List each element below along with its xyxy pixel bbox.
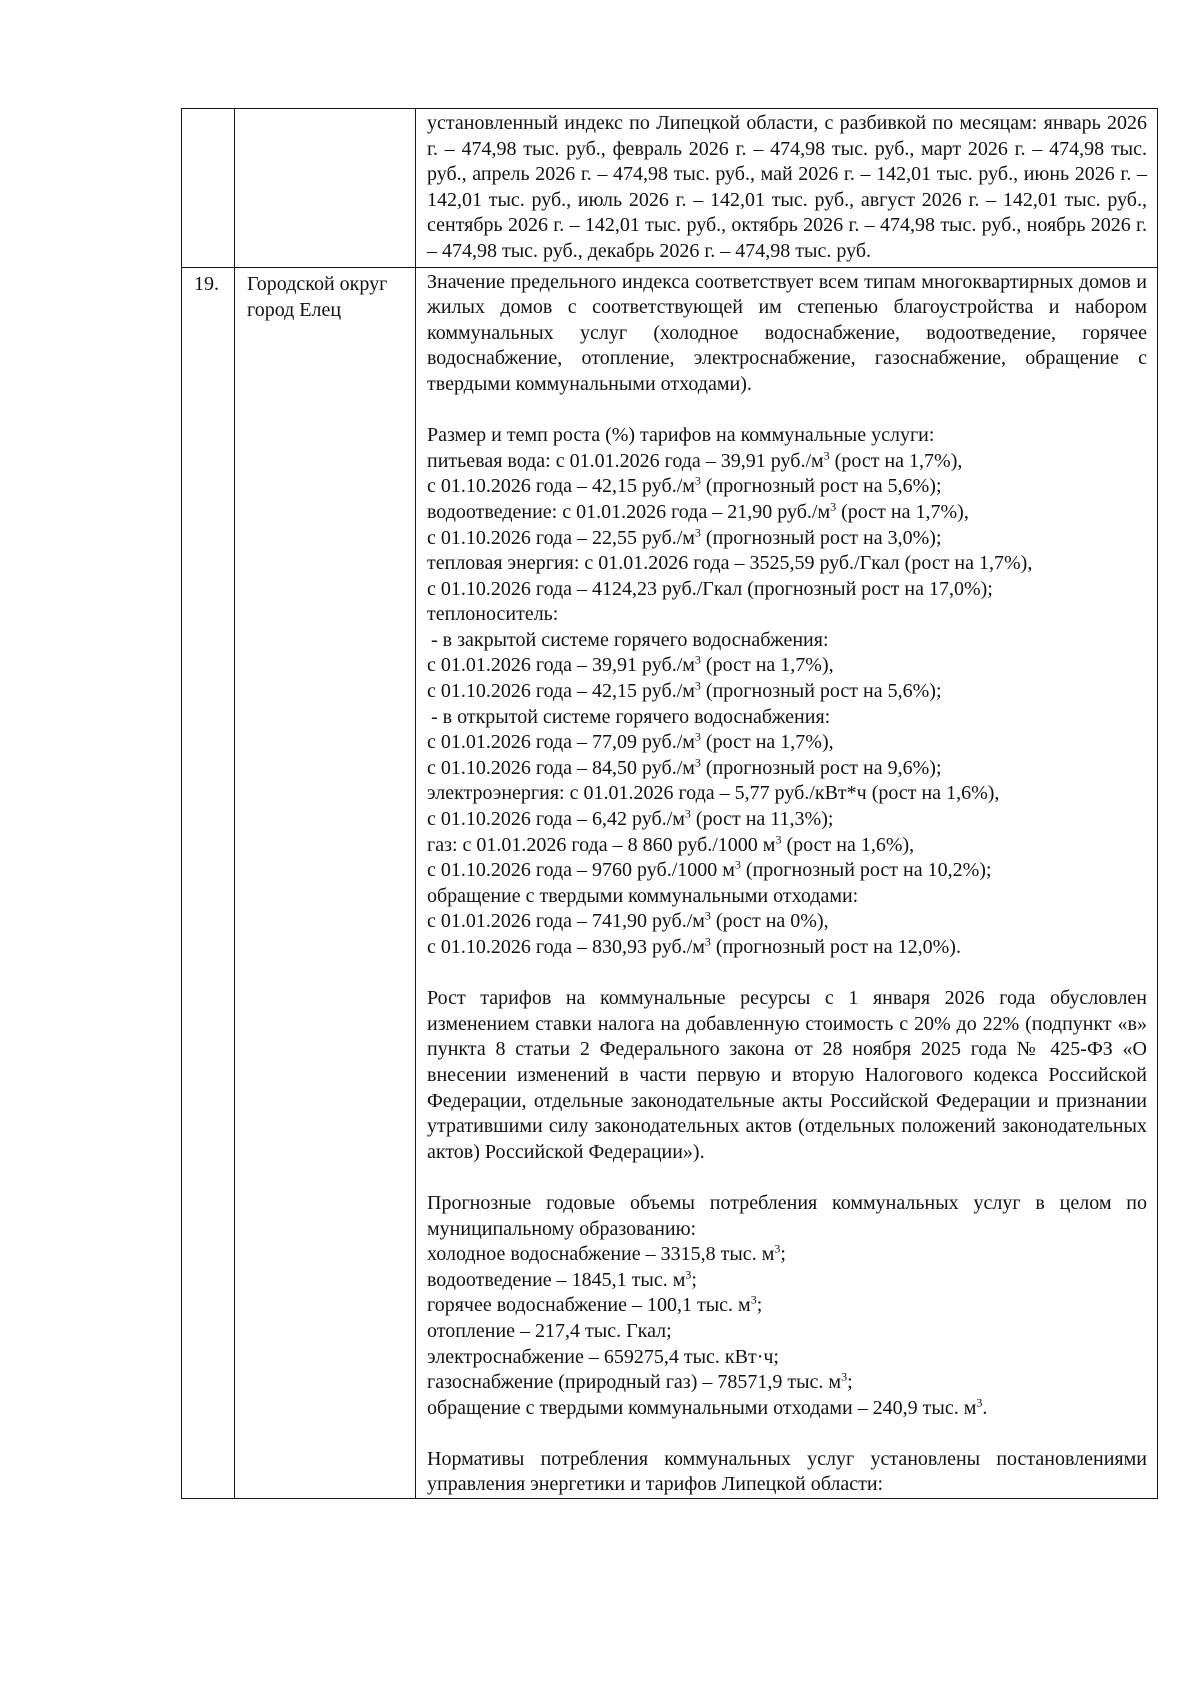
tariff-line: с 01.10.2026 года – 42,15 $руб./м^3$ (прогнозный рост на 5,6%);	[427, 678, 942, 703]
tariff-table	[181, 108, 1158, 1499]
vat-paragraph: Рост тарифов на коммунальные ресурсы с 1 января 2026 года обусловлен изменением ставки налога на добавленную стоимость с 20% до 22% (подпункт «в» пункта 8 статьи 2 Федерального закона от 28 ноября 2025 года № 425-ФЗ «О внесении изменений в части первую и вторую Налогового кодекса Российской Федерации, отдельные законодательные акты Российской Федерации и признании утратившими силу законодательных актов (отдельных положений законодательных актов) Российской Федерации»).	[427, 987, 1147, 1163]
tariff-line: - в открытой системе горячего водоснабжения:	[431, 705, 831, 728]
volume-line: газоснабжение (природный газ) – 78571,9 тыс. $м^3$;	[427, 1369, 853, 1394]
tariff-lines	[427, 449, 1147, 961]
row-number-cell: 19.	[182, 267, 235, 1499]
tariff-line: водоотведение: с 01.01.2026 года – 21,90 $руб./м^3$ (рост на 1,7%),	[427, 499, 969, 523]
monthly-index-paragraph: установленный индекс по Липецкой области, с разбивкой по месяцам: январь 2026 г. – 474,98 тыс. руб., февраль 2026 г. – 474,98 тыс. руб., март 2026 г. – 474,98 тыс. руб., апрель 2026 г. – 474,98 тыс. руб., май 2026 г. – 142,01 тыс. руб., июнь 2026 г. – 142,01 тыс. руб., июль 2026 г. – 142,01 тыс. руб., август 2026 г. – 142,01 тыс. руб., сентябрь 2026 г. – 142,01 тыс. руб., октябрь 2026 г. – 474,98 тыс. руб., ноябрь 2026 г. – 474,98 тыс. руб., декабрь 2026 г. – 474,98 тыс. руб.	[427, 112, 1147, 262]
tariff-line: с 01.10.2026 года – 22,55 $руб./м^3$ (прогнозный рост на 3,0%);	[427, 524, 942, 549]
volume-line: водоотведение – 1845,1 тыс. $м^3$;	[427, 1267, 697, 1291]
description-cell	[416, 267, 1158, 1499]
volume-line: горячее водоснабжение – 100,1 тыс. $м^3$;	[427, 1292, 763, 1317]
tariffs-heading: Размер и темп роста (%) тарифов на коммунальные услуги:	[427, 424, 935, 447]
index-paragraph: Значение предельного индекса соответствует всем типам многоквартирных домов и жилых домов с соответствующей им степенью благоустройства и набором коммунальных услуг (холодное водоснабжение, водоотведение, горячее водоснабжение, отопление, электроснабжение, газоснабжение, обращение с твердыми коммунальными отходами).	[427, 270, 1147, 395]
tariff-line: питьевая вода: с 01.01.2026 года – 39,91 $руб./м^3$ (рост на 1,7%),	[427, 448, 963, 472]
municipality-name-line1: Городской округ	[247, 272, 388, 295]
volume-line: отопление – 217,4 тыс. Гкал;	[427, 1319, 672, 1342]
tariff-line: газ: с 01.01.2026 года – 8 860 руб./1000 $м^3$ (рост на 1,6%),	[427, 831, 915, 856]
tariff-line: с 01.01.2026 года – 741,90 $руб./м^3$ (рост на 0%),	[427, 908, 829, 933]
tariff-line: с 01.10.2026 года – 42,15 $руб./м^3$ (прогнозный рост на 5,6%);	[427, 473, 942, 498]
municipality-cell	[235, 109, 416, 268]
volume-lines	[427, 1242, 1147, 1421]
description-cell	[416, 109, 1158, 268]
tariff-line: с 01.10.2026 года – 9760 руб./1000 $м^3$ (прогнозный рост на 10,2%);	[427, 857, 992, 882]
tariff-line: с 01.01.2026 года – 77,09 $руб./м^3$ (рост на 1,7%),	[427, 729, 834, 754]
municipality-cell	[235, 267, 416, 1499]
tariff-line: - в закрытой системе горячего водоснабжения:	[431, 628, 829, 651]
tariff-line: электроэнергия: с 01.01.2026 года – 5,77 руб./кВт*ч (рост на 1,6%),	[427, 782, 1000, 805]
row-number-cell	[182, 109, 235, 268]
norms-paragraph: Нормативы потребления коммунальных услуг установлены постановлениями управления энергетики и тарифов Липецкой области:	[427, 1447, 1147, 1496]
volume-line: электроснабжение – 659275,4 тыс. кВт·ч;	[427, 1345, 779, 1368]
tariff-line: с 01.01.2026 года – 39,91 $руб./м^3$ (рост на 1,7%),	[427, 652, 834, 677]
table-row-continuation	[182, 109, 1158, 268]
volume-line: холодное водоснабжение – 3315,8 тыс. $м^3$;	[427, 1241, 786, 1266]
tariff-line: обращение с твердыми коммунальными отходами:	[427, 884, 859, 907]
tariff-line: с 01.10.2026 года – 84,50 $руб./м^3$ (прогнозный рост на 9,6%);	[427, 755, 942, 779]
tariff-line: с 01.10.2026 года – 830,93 $руб./м^3$ (прогнозный рост на 12,0%).	[427, 934, 961, 958]
tariff-line: с 01.10.2026 года – 4124,23 руб./Гкал (прогнозный рост на 17,0%);	[427, 577, 993, 600]
table-row-19	[182, 267, 1158, 1499]
tariff-line: тепловая энергия: с 01.01.2026 года – 3525,59 руб./Гкал (рост на 1,7%),	[427, 552, 1033, 575]
municipality-name-line2: город Елец	[247, 298, 342, 321]
tariff-line: с 01.10.2026 года – 6,42 $руб./м^3$ (рост на 11,3%);	[427, 806, 834, 831]
volumes-heading: Прогнозные годовые объемы потребления коммунальных услуг в целом по муниципальному образованию:	[427, 1191, 1147, 1240]
tariff-line: теплоноситель:	[427, 603, 559, 626]
volume-line: обращение с твердыми коммунальными отходами – 240,9 тыс. $м^3$.	[427, 1395, 988, 1419]
